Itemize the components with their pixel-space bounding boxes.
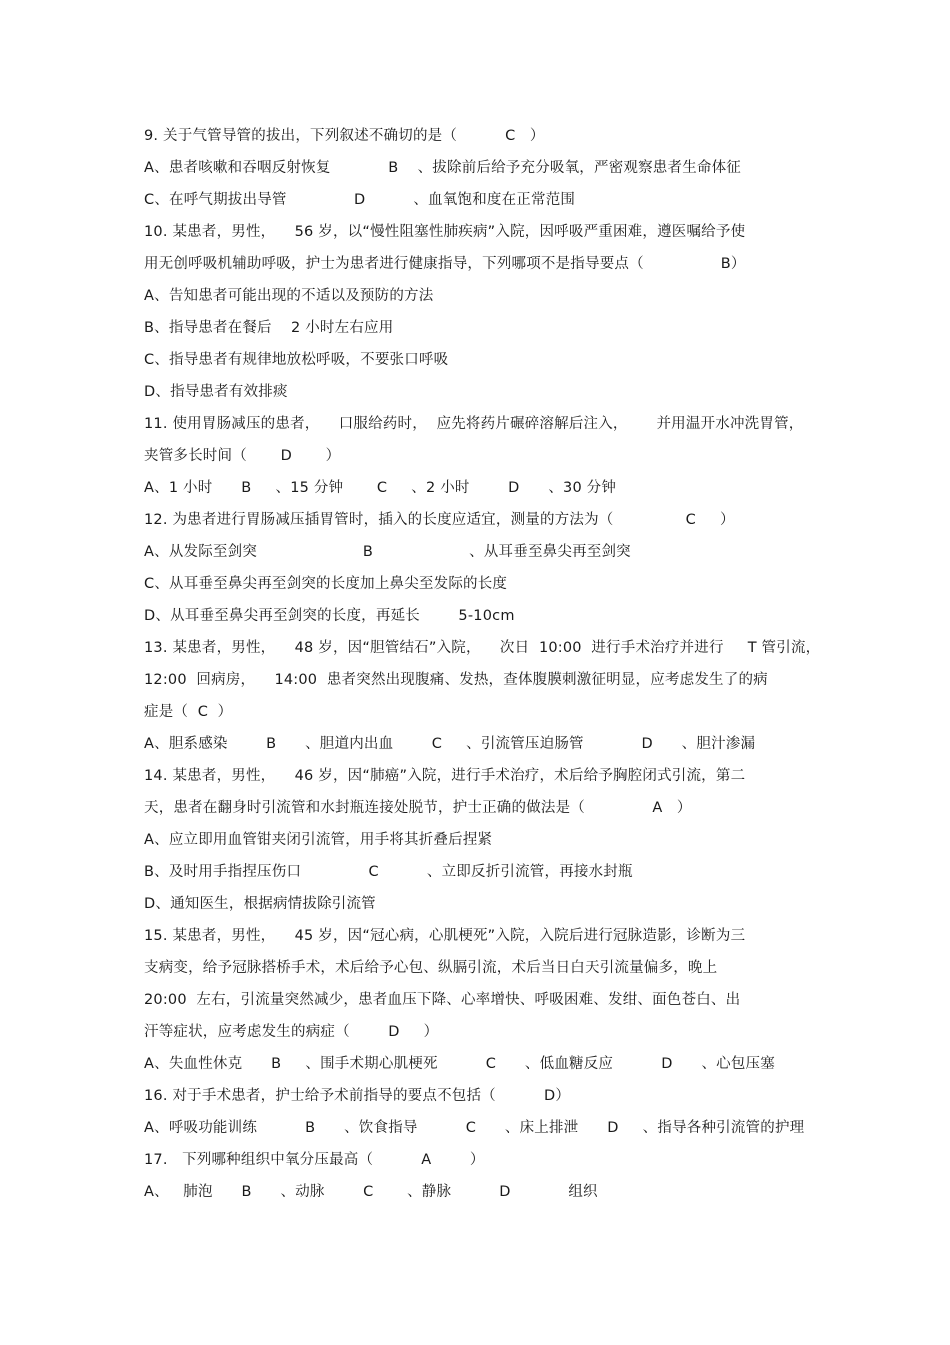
- q15-options: A、失血性休克 B 、围手术期心肌梗死 C 、低血糖反应 D 、心包压塞: [144, 1056, 775, 1072]
- q9-stem: 9. 关于气管导管的拔出，下列叙述不确切的是（ C ）: [144, 128, 545, 144]
- q14-options-bc: B、及时用手指捏压伤口 C 、立即反折引流管，再接水封瓶: [144, 864, 633, 880]
- q15-stem-line4: 汗等症状，应考虑发生的病症（ D ）: [144, 1024, 439, 1040]
- q15-stem-line1: 15. 某患者，男性， 45 岁，因“冠心病，心肌梗死”入院，入院后进行冠脉造影，诊断为三: [144, 928, 746, 944]
- q14-stem-line2: 天，患者在翻身时引流管和水封瓶连接处脱节，护士正确的做法是（ A ）: [144, 800, 692, 816]
- q14-stem-line1: 14. 某患者，男性， 46 岁，因“肺癌”入院，进行手术治疗，术后给予胸腔闭式引流，第二: [144, 768, 746, 784]
- q10-option-c: C、指导患者有规律地放松呼吸，不要张口呼吸: [144, 352, 449, 368]
- q16-stem: 16. 对于手术患者，护士给予术前指导的要点不包括（ D）: [144, 1088, 571, 1104]
- q11-stem-line1: 11. 使用胃肠减压的患者， 口服给药时， 应先将药片碾碎溶解后注入， 并用温开水冲洗胃管，: [144, 416, 804, 432]
- q13-stem-line3: 症是（ C ）: [144, 704, 233, 720]
- q13-stem-line1: 13. 某患者，男性， 48 岁，因“胆管结石”入院， 次日 10:00 进行手术治疗并进行 T 管引流，: [144, 640, 821, 656]
- q10-option-a: A、告知患者可能出现的不适以及预防的方法: [144, 288, 434, 304]
- q15-stem-line2: 支病变，给予冠脉搭桥手术，术后给予心包、纵膈引流，术后当日白天引流量偏多，晚上: [144, 960, 718, 976]
- q10-stem-line1: 10. 某患者，男性， 56 岁，以“慢性阻塞性肺疾病”入院，因呼吸严重困难，遵医嘱给予使: [144, 224, 746, 240]
- q10-stem-line2: 用无创呼吸机辅助呼吸，护士为患者进行健康指导，下列哪项不是指导要点（ B）: [144, 256, 746, 272]
- q12-option-c: C、从耳垂至鼻尖再至剑突的长度加上鼻尖至发际的长度: [144, 576, 508, 592]
- q9-options-cd: C、在呼气期拔出导管 D 、血氧饱和度在正常范围: [144, 192, 576, 208]
- q10-option-d: D、指导患者有效排痰: [144, 384, 288, 400]
- q12-options-ab: A、从发际至剑突 B 、从耳垂至鼻尖再至剑突: [144, 544, 631, 560]
- q15-stem-line3: 20:00 左右，引流量突然减少，患者血压下降、心率增快、呼吸困难、发绀、面色苍白、出: [144, 992, 741, 1008]
- q17-stem: 17. 下列哪种组织中氧分压最高（ A ）: [144, 1152, 485, 1168]
- q12-option-d: D、从耳垂至鼻尖再至剑突的长度，再延长 5-10cm: [144, 608, 515, 624]
- q12-stem: 12. 为患者进行胃肠减压插胃管时，插入的长度应适宜，测量的方法为（ C ）: [144, 512, 735, 528]
- q16-options: A、呼吸功能训练 B 、饮食指导 C 、床上排泄 D 、指导各种引流管的护理: [144, 1120, 805, 1136]
- q11-options: A、1 小时 B 、15 分钟 C 、2 小时 D 、30 分钟: [144, 480, 617, 496]
- q13-stem-line2: 12:00 回病房， 14:00 患者突然出现腹痛、发热，查体腹膜刺激征明显，应考虑发生了的病: [144, 672, 768, 688]
- q9-options-ab: A、患者咳嗽和吞咽反射恢复 B 、拔除前后给予充分吸氧，严密观察患者生命体征: [144, 160, 742, 176]
- q14-option-a: A、应立即用血管钳夹闭引流管，用手将其折叠后捏紧: [144, 832, 493, 848]
- q13-options: A、胆系感染 B 、胆道内出血 C 、引流管压迫肠管 D 、胆汁渗漏: [144, 736, 756, 752]
- q17-options: A、 肺泡 B 、动脉 C 、静脉 D 组织: [144, 1184, 598, 1200]
- q10-option-b: B、指导患者在餐后 2 小时左右应用: [144, 320, 394, 336]
- q14-option-d: D、通知医生，根据病情拔除引流管: [144, 896, 376, 912]
- q11-stem-line2: 夹管多长时间（ D ）: [144, 448, 341, 464]
